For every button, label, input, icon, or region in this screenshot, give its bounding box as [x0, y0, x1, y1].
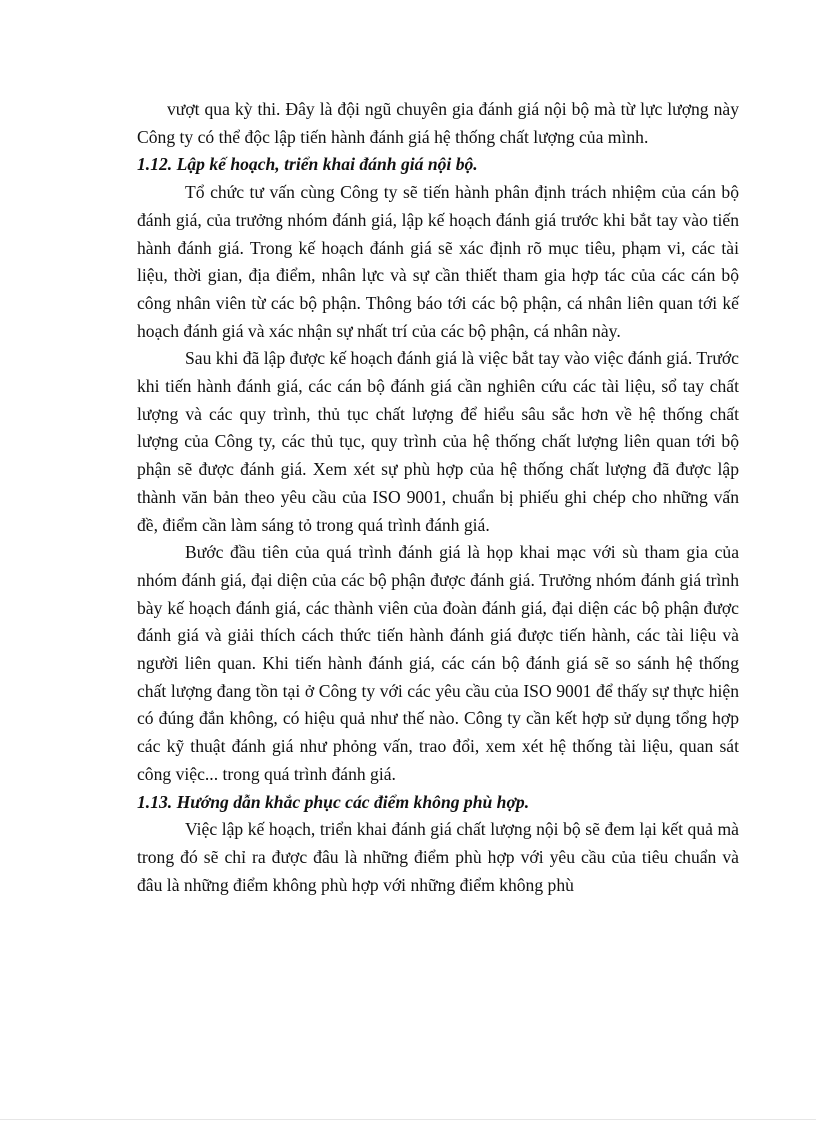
document-page	[137, 96, 739, 899]
paragraph-1-13-a: Việc lập kế hoạch, triển khai đánh giá chất lượng nội bộ sẽ đem lại kết quả mà trong đó sẽ chỉ ra được đâu là những điểm phù hợp với yêu cầu của tiêu chuẩn và đâu là những điểm không phù hợp với những điểm không phù	[137, 819, 739, 895]
section-heading-1-12: 1.12. Lập kế hoạch, triển khai đánh giá nội bộ.	[137, 154, 478, 175]
paragraph-1-12-b: Sau khi đã lập được kế hoạch đánh giá là việc bắt tay vào việc đánh giá. Trước khi tiến hành đánh giá, các cán bộ đánh giá cần nghiên cứu các tài liệu, sổ tay chất lượng và các quy trình, thủ tục chất lượng để hiểu sâu sắc hơn về hệ thống chất lượng của Công ty, các thủ tục, quy trình của hệ thống chất lượng liên quan tới bộ phận sẽ được đánh giá. Xem xét sự phù hợp của hệ thống chất lượng đã được lập thành văn bản theo yêu cầu của ISO 9001, chuẩn bị phiếu ghi chép cho những vấn đề, điểm cần làm sáng tỏ trong quá trình đánh giá.	[137, 348, 739, 535]
section-heading-1-13: 1.13. Hướng dẫn khắc phục các điểm không phù hợp.	[137, 791, 530, 812]
page-bottom-divider	[0, 1119, 816, 1120]
paragraph-intro-continuation: vượt qua kỳ thi. Đây là đội ngũ chuyên gia đánh giá nội bộ mà từ lực lượng này Công ty có thể độc lập tiến hành đánh giá hệ thống chất lượng của mình.	[137, 99, 739, 147]
paragraph-1-12-a: Tổ chức tư vấn cùng Công ty sẽ tiến hành phân định trách nhiệm của cán bộ đánh giá, của trưởng nhóm đánh giá, lập kế hoạch đánh giá trước khi bắt tay vào tiến hành đánh giá. Trong kế hoạch đánh giá sẽ xác định rõ mục tiêu, phạm vi, các tài liệu, thời gian, địa điểm, nhân lực và sự cần thiết tham gia hợp tác của các cán bộ công nhân viên từ các bộ phận. Thông báo tới các bộ phận, cá nhân liên quan tới kế hoạch đánh giá và xác nhận sự nhất trí của các bộ phận, cá nhân này.	[137, 182, 739, 341]
paragraph-1-12-c: Bước đầu tiên của quá trình đánh giá là họp khai mạc với sù tham gia của nhóm đánh giá, đại diện của các bộ phận được đánh giá. Trưởng nhóm đánh giá trình bày kế hoạch đánh giá, các thành viên của đoàn đánh giá, đại diện các bộ phận được đánh giá và giải thích cách thức tiến hành đánh giá được tiến hành, các tài liệu và người liên quan. Khi tiến hành đánh giá, các cán bộ đánh giá sẽ so sánh hệ thống chất lượng đang tồn tại ở Công ty với các yêu cầu của ISO 9001 để thấy sự thực hiện có đúng đắn không, có hiệu quả như thế nào. Công ty cần kết hợp sử dụng tổng hợp các kỹ thuật đánh giá như phỏng vấn, trao đổi, xem xét hệ thống tài liệu, quan sát công việc... trong quá trình đánh giá.	[137, 542, 739, 784]
